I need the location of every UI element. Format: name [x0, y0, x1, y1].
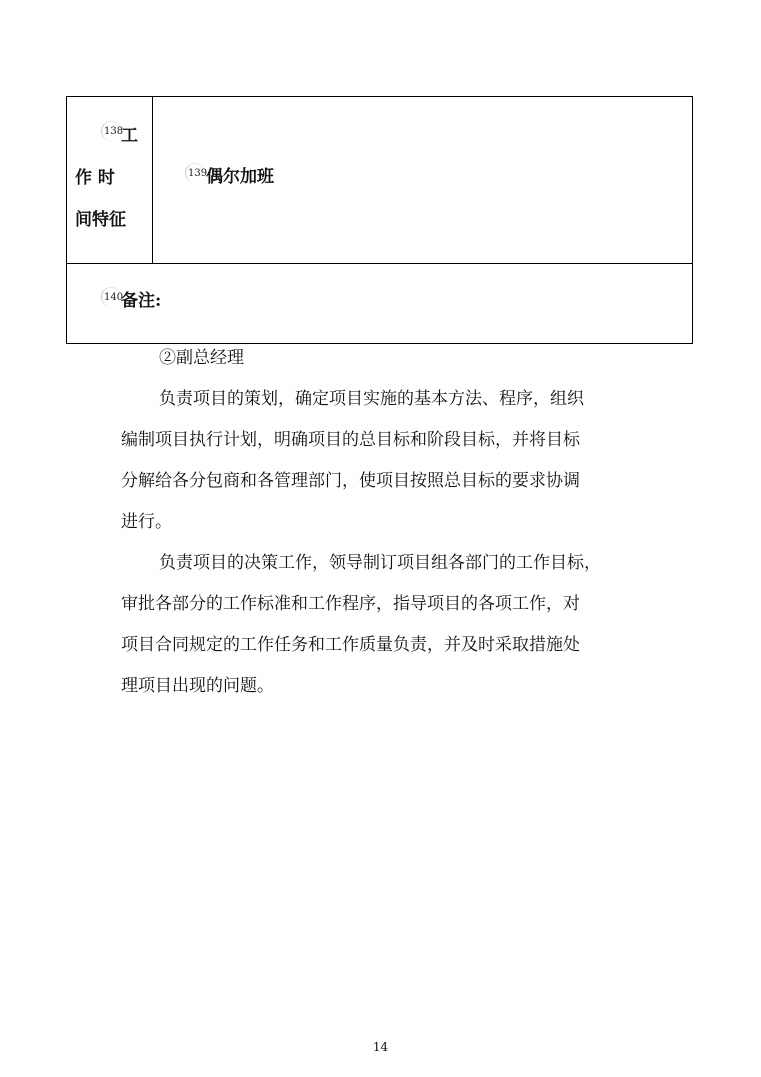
page-number: 14 [372, 1040, 389, 1054]
work-time-row [67, 97, 692, 264]
paragraph-line: 审批各部分的工作标准和工作程序，指导项目的各项工作，对 [121, 594, 580, 614]
paragraph-marker: 139 [185, 163, 205, 183]
remarks-label: 备注: [121, 291, 162, 311]
paragraph-line: 编制项目执行计划，明确项目的总目标和阶段目标，并将目标 [121, 430, 580, 450]
paragraph-line: 项目合同规定的工作任务和工作质量负责，并及时采取措施处 [121, 635, 580, 655]
work-time-label-cell [67, 97, 153, 263]
work-time-value: 偶尔加班 [206, 167, 274, 187]
section-heading: ②副总经理 [159, 348, 244, 368]
paragraph-line: 理项目出现的问题。 [121, 676, 274, 696]
paragraph-line: 分解给各分包商和各管理部门，使项目按照总目标的要求协调 [121, 471, 580, 491]
job-description-table [66, 96, 693, 344]
paragraph-line: 负责项目的决策工作，领导制订项目组各部门的工作目标， [159, 553, 601, 573]
paragraph-line: 负责项目的策划，确定项目实施的基本方法、程序，组织 [159, 389, 584, 409]
label-line-1: 工 [121, 126, 138, 146]
label-line-2: 作 时 [75, 168, 115, 188]
paragraph-marker: 140 [101, 287, 121, 307]
label-line-3: 间特征 [75, 210, 126, 230]
paragraph-marker: 138 [101, 121, 121, 141]
paragraph-line: 进行。 [121, 512, 172, 532]
